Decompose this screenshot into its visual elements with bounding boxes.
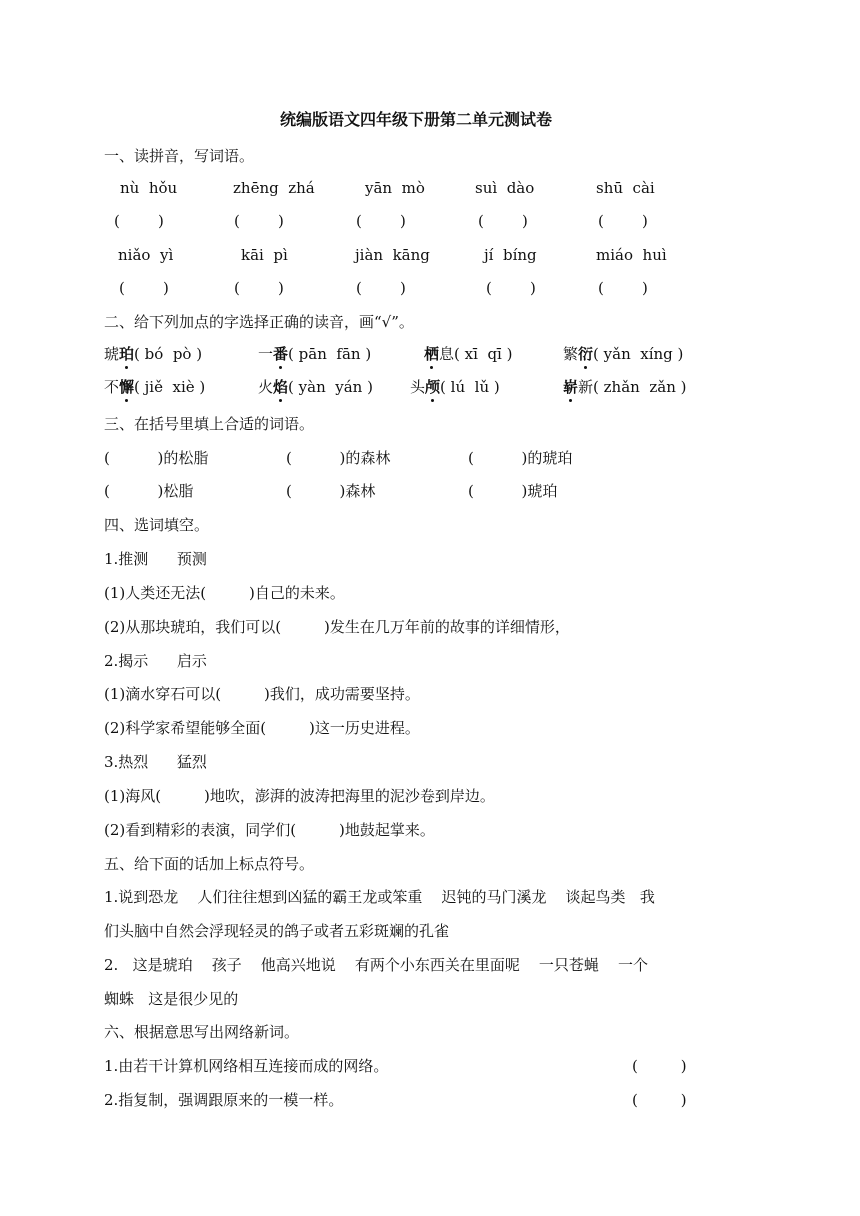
reading-item: 头颅( lú lǔ ) [410,378,500,396]
answer-blank[interactable]: ( ) [632,1091,687,1109]
reading-options[interactable]: ( bó pò ) [134,345,203,363]
word-pair: 3.热烈 猛烈 [104,753,207,771]
phrase-blank[interactable]: ( )的松脂 [104,449,209,467]
pinyin-1-2: zhēng zhá [233,179,315,197]
pinyin-2-3: jiàn kāng [355,246,430,264]
reading-item: 火焰( yàn yán ) [258,378,373,396]
section-4-heading: 四、选词填空。 [104,516,210,534]
definition-text: 1.由若干计算机网络相互连接而成的网络。 [104,1057,389,1075]
dotted-char: 懈 [119,378,135,396]
reading-options[interactable]: ( lú lǔ ) [440,378,500,396]
section-5-heading: 五、给下面的话加上标点符号。 [104,855,315,873]
reading-options[interactable]: ( zhǎn zǎn ) [593,378,687,396]
pinyin-1-4: suì dào [475,179,535,197]
answer-blank[interactable]: ( ) [356,212,406,230]
fill-sentence[interactable]: (2)科学家希望能够全面( )这一历史进程。 [104,719,420,737]
reading-item: 崭新( zhǎn zǎn ) [563,378,687,396]
fill-sentence[interactable]: (2)从那块琥珀，我们可以( )发生在几万年前的故事的详细情形， [104,618,570,636]
phrase-blank[interactable]: ( )琥珀 [468,482,558,500]
answer-blank[interactable]: ( ) [356,279,406,297]
fill-sentence[interactable]: (1)人类还无法( )自己的未来。 [104,584,345,602]
fill-sentence[interactable]: (1)海风( )地吹，澎湃的波涛把海里的泥沙卷到岸边。 [104,787,495,805]
answer-blank[interactable]: ( ) [114,212,164,230]
definition-text: 2.指复制，强调跟原来的一模一样。 [104,1091,344,1109]
pinyin-2-5: miáo huì [596,246,667,264]
fill-sentence[interactable]: (2)看到精彩的表演，同学们( )地鼓起掌来。 [104,821,435,839]
reading-item: 不懈( jiě xiè ) [104,378,206,396]
page-title: 统编版语文四年级下册第二单元测试卷 [280,110,553,129]
phrase-blank[interactable]: ( )的琥珀 [468,449,573,467]
reading-item: 繁衍( yǎn xíng ) [563,345,684,363]
reading-options[interactable]: ( xī qī ) [454,345,513,363]
answer-blank[interactable]: ( ) [598,212,648,230]
reading-item: 栖息( xī qī ) [424,345,513,363]
pinyin-2-4: jí bíng [484,246,537,264]
section-3-heading: 三、在括号里填上合适的词语。 [104,415,315,433]
pinyin-1-1: nù hǒu [120,179,178,197]
reading-options[interactable]: ( yǎn xíng ) [593,345,684,363]
reading-item: 琥珀( bó pò ) [104,345,203,363]
pinyin-2-2: kāi pì [241,246,288,264]
answer-blank[interactable]: ( ) [478,212,528,230]
section-1-heading: 一、读拼音，写词语。 [104,147,255,165]
fill-sentence[interactable]: (1)滴水穿石可以( )我们，成功需要坚持。 [104,685,420,703]
answer-blank[interactable]: ( ) [598,279,648,297]
punctuation-passage-1[interactable]: 1.说到恐龙 人们往往想到凶猛的霸王龙或笨重 迟钝的马门溪龙 谈起鸟类 我 [104,888,655,906]
punctuation-passage-2-cont[interactable]: 蜘蛛 这是很少见的 [104,990,239,1008]
word-pair: 1.推测 预测 [104,550,207,568]
dotted-char: 珀 [119,345,135,363]
answer-blank[interactable]: ( ) [632,1057,687,1075]
dotted-char: 崭 [563,378,579,396]
answer-blank[interactable]: ( ) [234,212,284,230]
phrase-blank[interactable]: ( )松脂 [104,482,194,500]
punctuation-passage-2[interactable]: 2. 这是琥珀 孩子 他高兴地说 有两个小东西关在里面呢 一只苍蝇 一个 [104,956,648,974]
pinyin-1-5: shū cài [596,179,655,197]
reading-item: 一番( pān fān ) [258,345,372,363]
pinyin-1-3: yān mò [365,179,425,197]
answer-blank[interactable]: ( ) [486,279,536,297]
section-6-heading: 六、根据意思写出网络新词。 [104,1023,300,1041]
punctuation-passage-1-cont[interactable]: 们头脑中自然会浮现轻灵的鸽子或者五彩斑斓的孔雀 [104,922,450,940]
reading-options[interactable]: ( pān fān ) [288,345,372,363]
section-2-heading: 二、给下列加点的字选择正确的读音，画“√”。 [104,313,414,331]
phrase-blank[interactable]: ( )森林 [286,482,376,500]
reading-options[interactable]: ( jiě xiè ) [134,378,206,396]
phrase-blank[interactable]: ( )的森林 [286,449,391,467]
answer-blank[interactable]: ( ) [234,279,284,297]
dotted-char: 番 [273,345,289,363]
pinyin-2-1: niǎo yì [118,246,174,264]
dotted-char: 栖 [424,345,440,363]
answer-blank[interactable]: ( ) [119,279,169,297]
dotted-char: 衍 [578,345,594,363]
dotted-char: 颅 [425,378,441,396]
dotted-char: 焰 [273,378,289,396]
reading-options[interactable]: ( yàn yán ) [288,378,373,396]
word-pair: 2.揭示 启示 [104,652,207,670]
